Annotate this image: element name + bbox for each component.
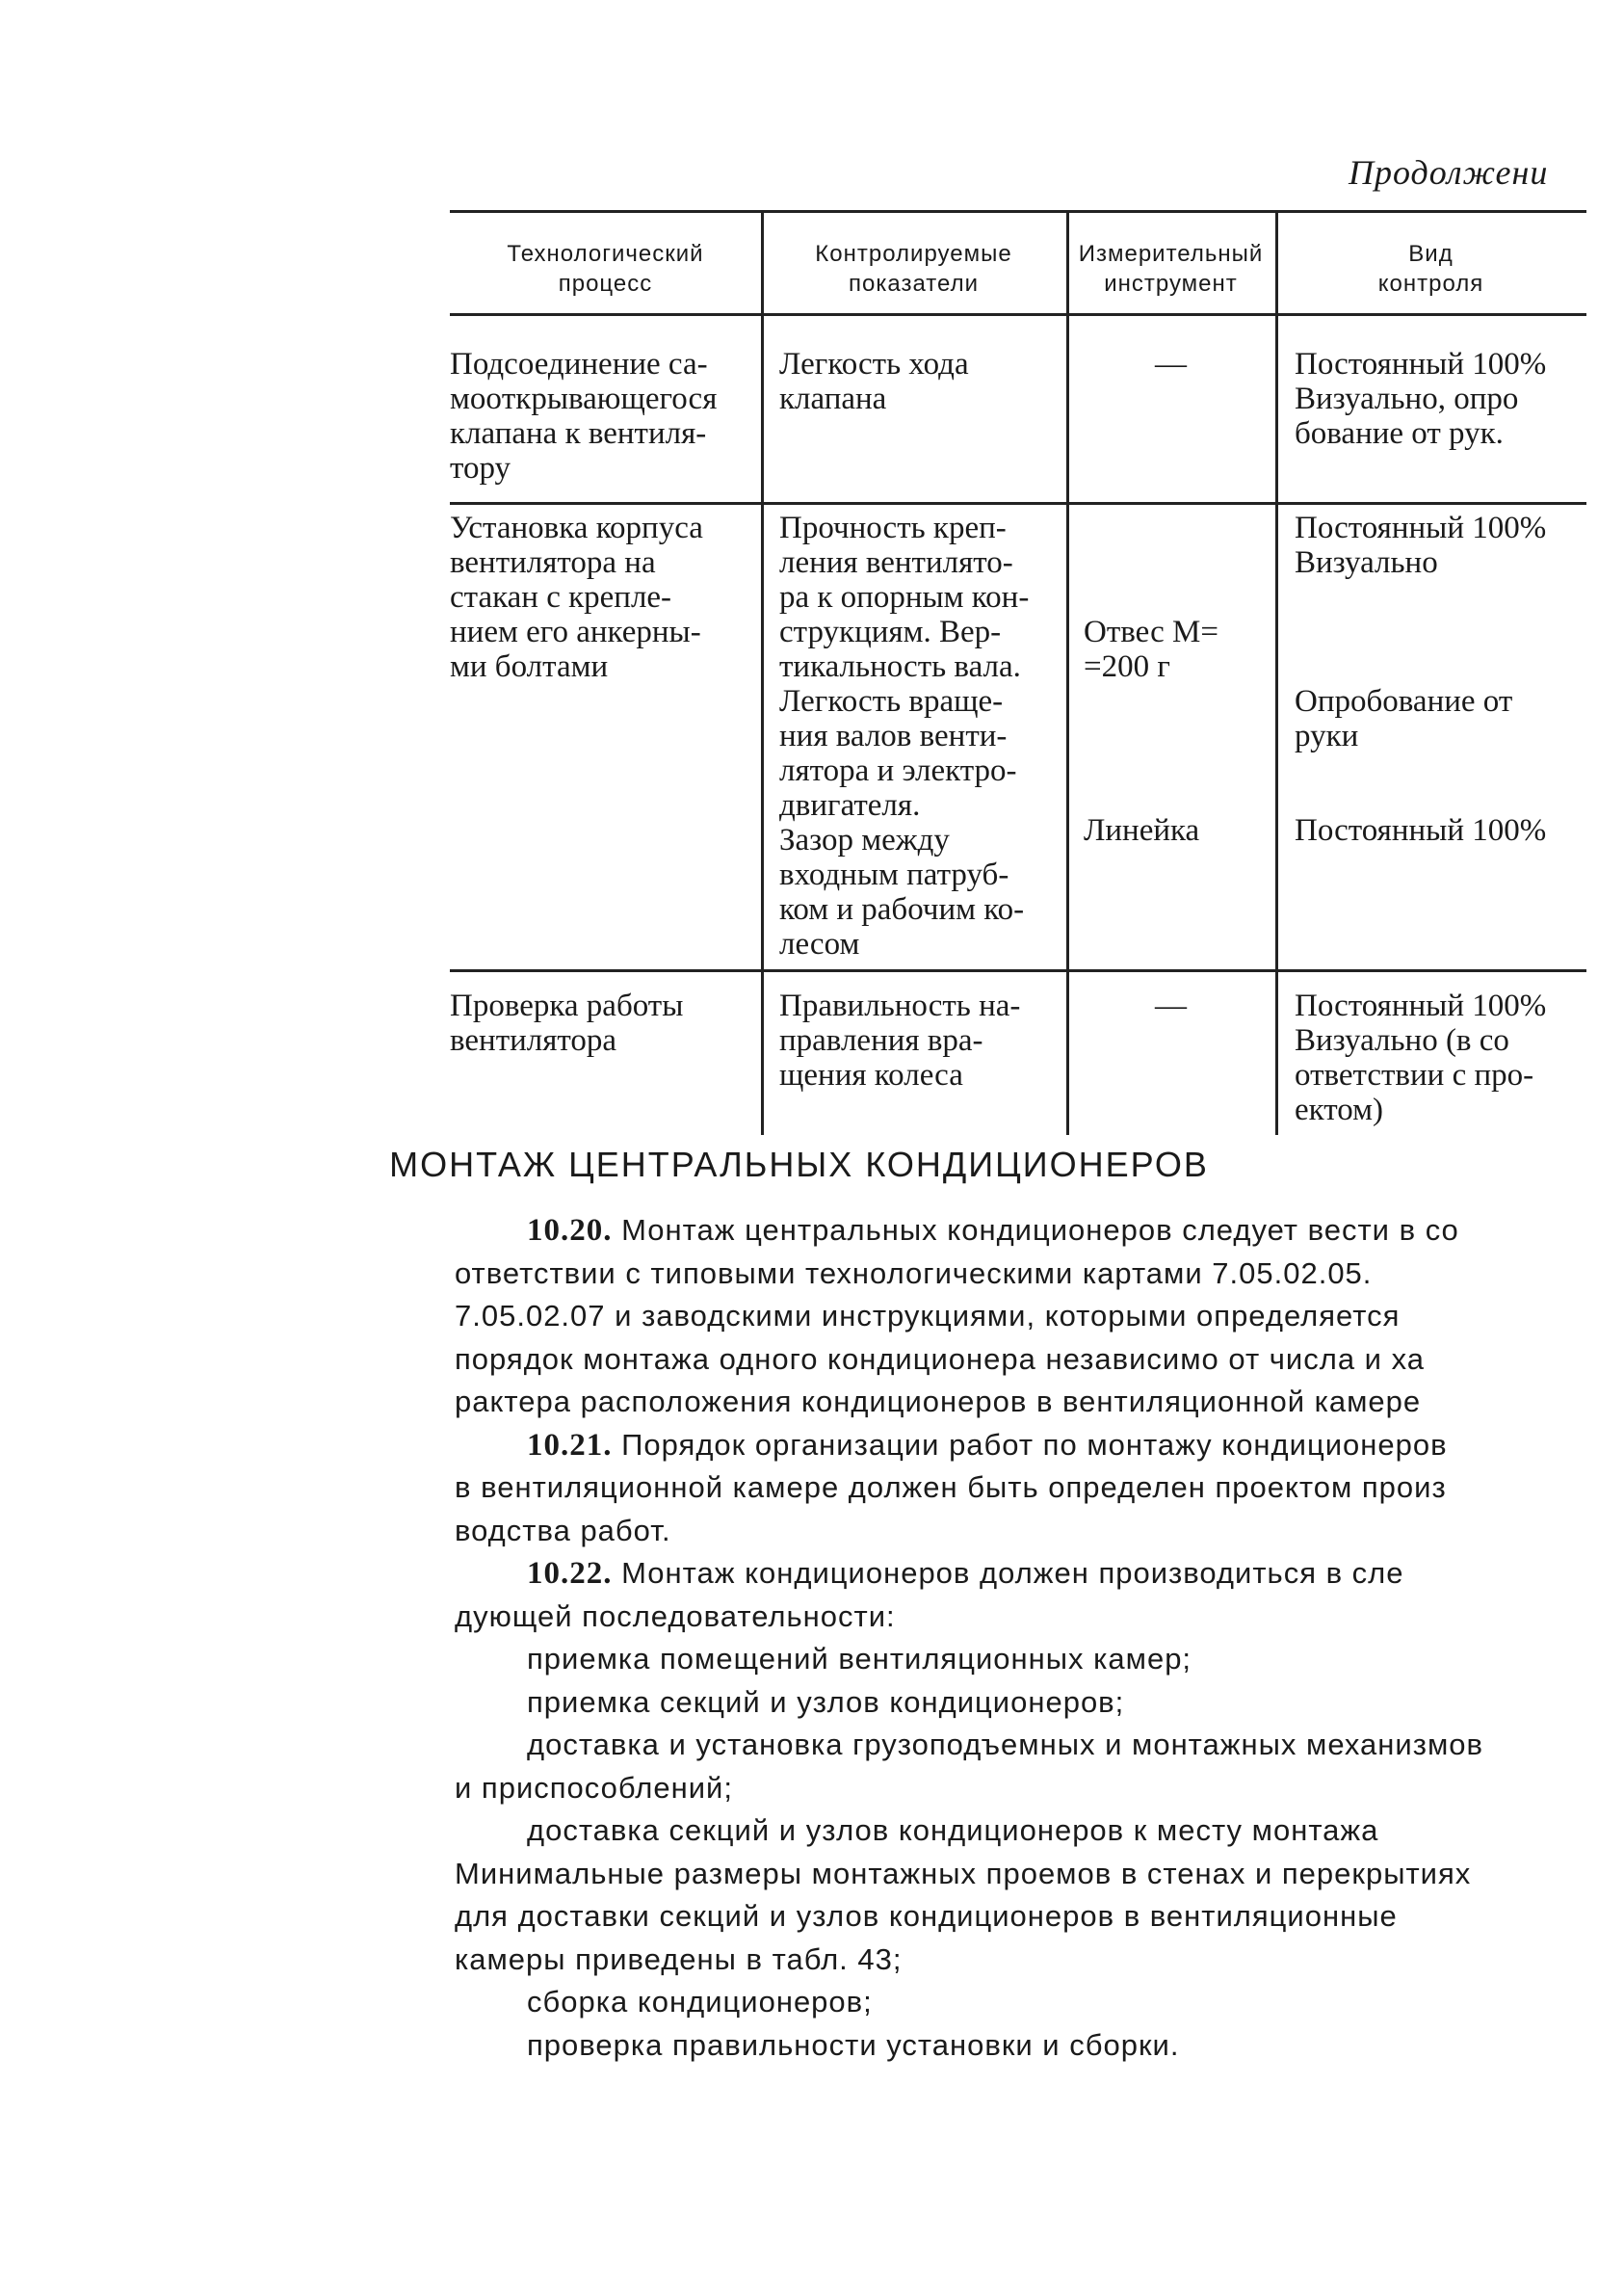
table-row-rule	[450, 969, 1586, 972]
table-header-instrument: Измерительный инструмент	[1078, 241, 1264, 297]
table-top-rule	[450, 210, 1586, 213]
table-header-process: Технологический процесс	[507, 241, 704, 297]
list-item: доставка секций и узлов кондиционеров к месту монтажа	[527, 1813, 1379, 1847]
table-header-rule	[450, 313, 1586, 316]
table-row-3-instrument: —	[1155, 989, 1187, 1023]
table-row-3-indicators: Правильность на- правления вра- щения колеса	[779, 989, 1021, 1093]
table-row-1-control: Постоянный 100% Визуально, опро бование от рук.	[1295, 347, 1547, 451]
list-item: сборка кондиционеров;	[527, 1985, 873, 2019]
list-item-continuation: для доставки секций и узлов кондиционеров в вентиляционные	[455, 1899, 1398, 1933]
paragraph-10-22-first-line: 10.22. Монтаж кондиционеров должен производиться в сле	[527, 1556, 1404, 1591]
list-item: проверка правильности установки и сборки.	[527, 2027, 1180, 2062]
list-item: приемка секций и узлов кондиционеров;	[527, 1684, 1125, 1719]
paragraph-line: рактера расположения кондиционеров в вентиляционной камере	[455, 1385, 1422, 1418]
paragraph-line: 7.05.02.07 и заводскими инструкциями, которыми определяется	[455, 1299, 1401, 1333]
paragraph-line: порядок монтажа одного кондиционера независимо от числа и ха	[455, 1341, 1425, 1376]
paragraph-line: ответствии с типовыми технологическими картами 7.05.02.05.	[455, 1255, 1373, 1290]
table-row-2-indicators: Прочность креп- ления вентилято- ра к опорным кон- струкциям. Вер- тикальность вала. Легкость враще- ния валов венти- лятора и электро- двигателя. Зазор между входным патруб- ком и рабочим ко- лесом	[779, 511, 1030, 962]
paragraph-line: в вентиляционной камере должен быть определен проектом произ	[455, 1470, 1447, 1504]
table-column-rule	[761, 210, 764, 1135]
table-row-1-instrument: —	[1155, 347, 1187, 382]
paragraph-10-20-first-line: 10.20. Монтаж центральных кондиционеров следует вести в со	[527, 1213, 1459, 1248]
table-row-2-control-test: Опробование от руки	[1295, 684, 1513, 753]
table-row-2-instrument-plumb: Отвес М= =200 г	[1084, 615, 1218, 684]
list-item-continuation: и приспособлений;	[455, 1770, 733, 1805]
table-row-2-process: Установка корпуса вентилятора на стакан с крепле- нием его анкерны- ми болтами	[450, 511, 703, 684]
table-column-rule	[1275, 210, 1278, 1135]
table-header-indicators: Контролируемые показатели	[815, 241, 1012, 297]
table-row-1-indicators: Легкость хода клапана	[779, 347, 969, 416]
table-row-rule	[450, 502, 1586, 505]
table-row-3-control: Постоянный 100% Визуально (в со ответствии с про- ектом)	[1295, 989, 1547, 1127]
list-item-continuation: камеры приведены в табл. 43;	[455, 1941, 903, 1976]
continuation-label: Продолжени	[1349, 153, 1549, 192]
table-row-2-instrument-ruler: Линейка	[1084, 813, 1200, 848]
list-item-continuation: Минимальные размеры монтажных проемов в стенах и перекрытиях	[455, 1856, 1472, 1890]
paragraph-line: водства работ.	[455, 1513, 671, 1547]
table-row-1-process: Подсоединение са- моoткрывающегося клапана к вентиля- тору	[450, 347, 718, 486]
table-header-control: Вид контроля	[1377, 241, 1484, 297]
table-row-2-control: Постоянный 100% Визуально	[1295, 511, 1547, 580]
section-title: МОНТАЖ ЦЕНТРАЛЬНЫХ КОНДИЦИОНЕРОВ	[389, 1145, 1209, 1184]
paragraph-line: дующей последовательности:	[455, 1598, 896, 1633]
list-item: доставка и установка грузоподъемных и монтажных механизмов	[527, 1728, 1483, 1761]
body-text	[455, 1209, 1582, 2067]
list-item: приемка помещений вентиляционных камер;	[527, 1642, 1192, 1676]
paragraph-10-21-first-line: 10.21. Порядок организации работ по монтажу кондиционеров	[527, 1427, 1448, 1463]
table-row-3-process: Проверка работы вентилятора	[450, 989, 684, 1058]
table-row-2-control-constant: Постоянный 100%	[1295, 813, 1547, 848]
